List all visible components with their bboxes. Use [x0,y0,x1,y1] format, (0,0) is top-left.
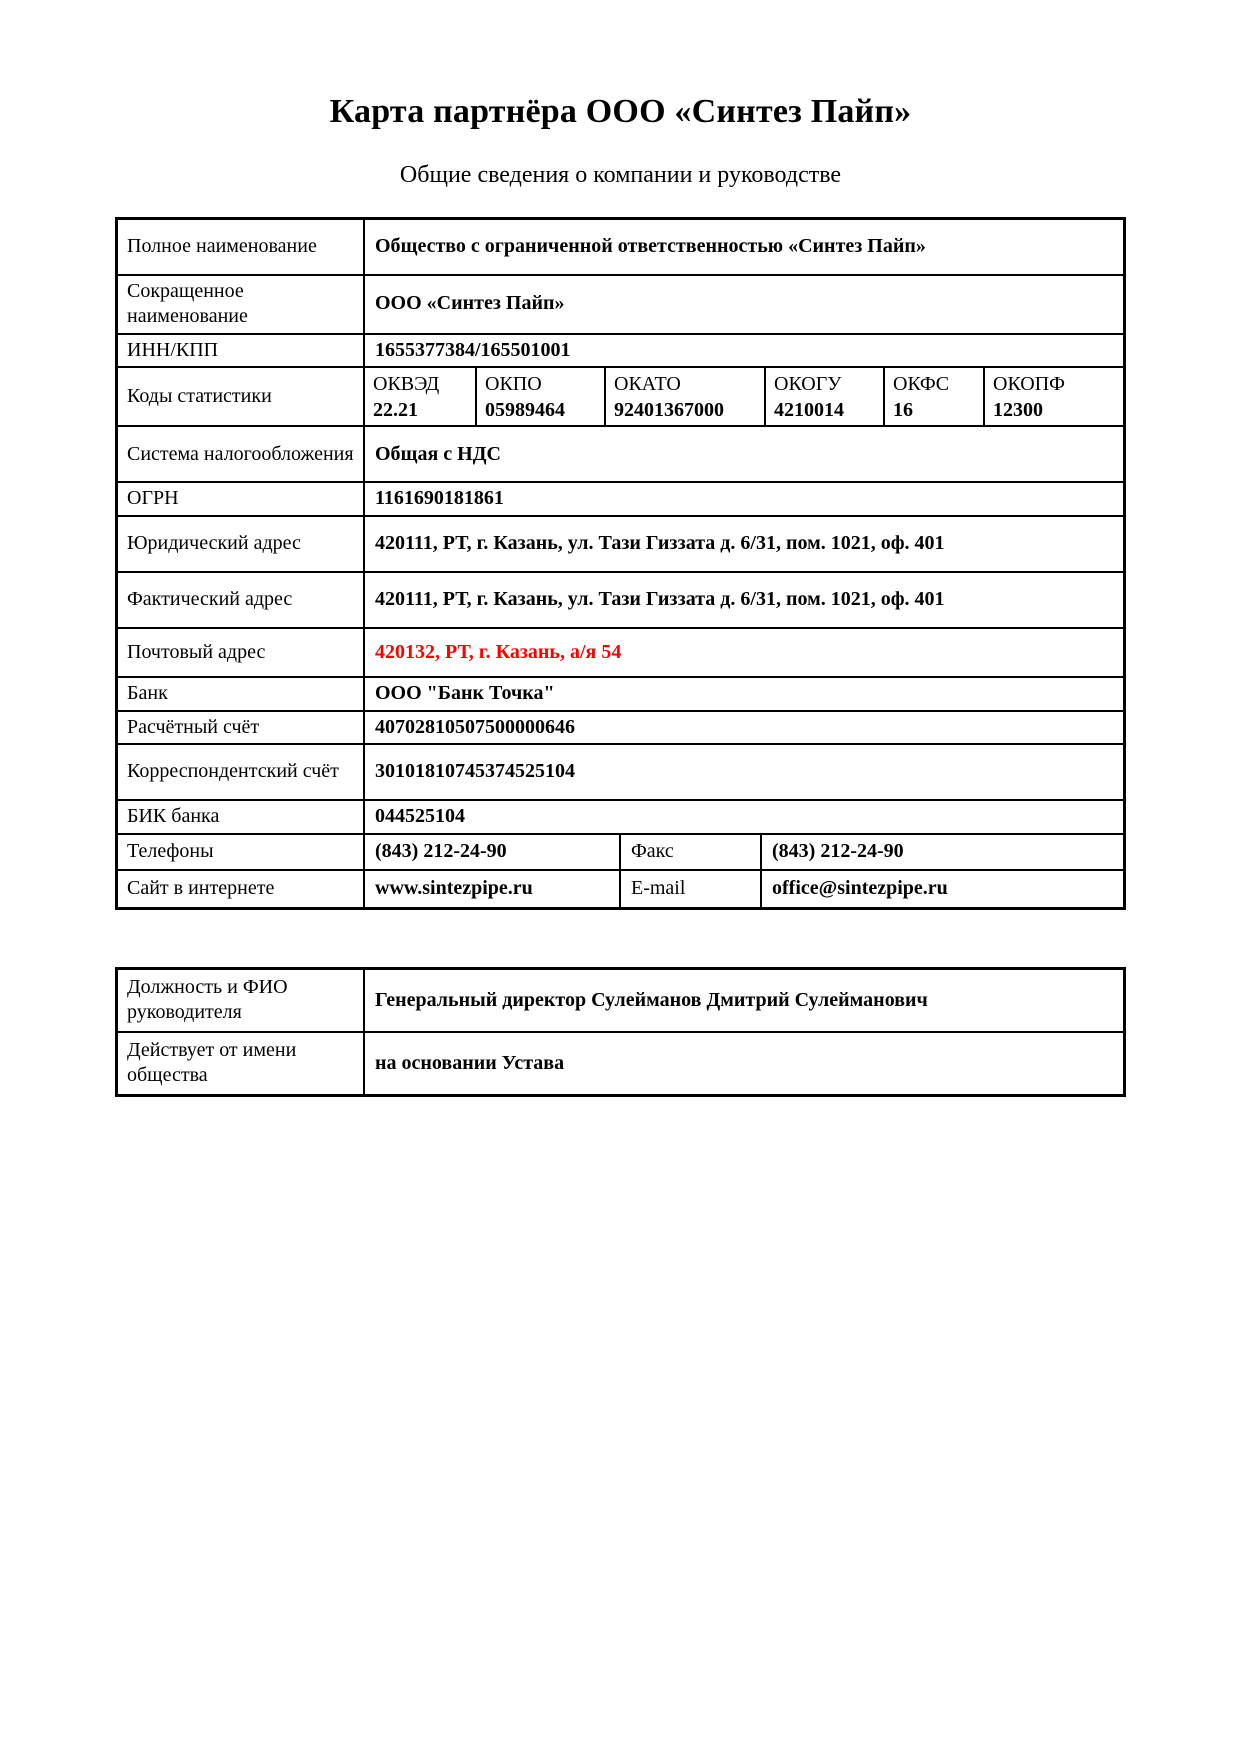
row-label-email: E-mail [621,871,762,907]
table-row-bik [118,799,1123,833]
page-title: Карта партнёра ООО «Синтез Пайп» [329,93,912,130]
stat-code-value: 05989464 [485,398,565,421]
company-info-table [115,217,1126,910]
table-row-tax-system [118,425,1123,481]
row-label-legal-address: Юридический адрес [118,517,365,571]
table-row-ogrn [118,481,1123,515]
row-value-website: www.sintezpipe.ru [365,871,621,907]
row-value-authority: на основании Устава [375,1051,565,1074]
row-label-short-name: Сокращенное наименование [118,276,365,333]
stat-code-name: ОКФС [893,372,950,395]
row-value-settlement-account: 40702810507500000646 [375,715,575,738]
stat-codes-cells [365,368,1123,425]
row-value-director: Генеральный директор Сулейманов Дмитрий Сулейманович [375,988,928,1011]
row-value-bank: ООО "Банк Точка" [375,682,555,705]
row-label-authority: Действует от имени общества [118,1033,365,1094]
stat-code-okved [365,368,475,425]
table-row-bank [118,676,1123,710]
row-label-inn-kpp: ИНН/КПП [118,335,365,367]
row-label-settlement-account: Расчётный счёт [118,712,365,744]
stat-code-value: 12300 [993,398,1043,421]
page-subtitle: Общие сведения о компании и руководстве [399,162,842,189]
stat-code-okogu [764,368,883,425]
row-value-short-name: ООО «Синтез Пайп» [375,292,565,315]
stat-code-okpo [475,368,604,425]
stat-code-name: ОКОПФ [993,372,1065,395]
row-label-actual-address: Фактический адрес [118,573,365,627]
row-label-director: Должность и ФИО руководителя [118,970,365,1031]
table-row-correspondent-account [118,743,1123,799]
row-value-tax-system: Общая с НДС [375,442,501,465]
stat-code-value: 22.21 [373,398,418,421]
row-value-email: office@sintezpipe.ru [772,877,948,900]
row-label-tax-system: Система налогообложения [118,427,365,481]
table-row-legal-address [118,515,1123,571]
table-row-settlement-account [118,710,1123,744]
row-value-correspondent-account: 30101810745374525104 [375,760,575,783]
stat-code-value: 16 [893,398,913,421]
row-value-actual-address: 420111, РТ, г. Казань, ул. Тази Гиззата д. 6/31, пом. 1021, оф. 401 [375,588,945,611]
table-row-website [118,869,1123,907]
row-value-postal-address: 420132, РТ, г. Казань, а/я 54 [375,640,622,663]
table-row-stat-codes [118,366,1123,425]
row-label-bank: Банк [118,678,365,710]
row-value-fax: (843) 212-24-90 [772,840,904,863]
table-row-authority [118,1031,1123,1094]
row-label-fax: Факс [621,835,762,869]
row-value-full-name: Общество с ограниченной ответственностью «Синтез Пайп» [375,234,926,257]
row-label-ogrn: ОГРН [118,483,365,515]
table-row-postal-address [118,627,1123,676]
stat-code-name: ОКАТО [614,372,681,395]
row-label-phones: Телефоны [118,835,365,869]
row-label-bik: БИК банка [118,801,365,833]
stat-code-okato [604,368,764,425]
table-row-short-name [118,274,1123,333]
stat-code-name: ОКПО [485,372,542,395]
stat-code-value: 4210014 [774,398,844,421]
row-value-ogrn: 1161690181861 [375,487,504,510]
row-label-stat-codes: Коды статистики [118,368,365,425]
row-label-full-name: Полное наименование [118,220,365,274]
management-table [115,967,1126,1097]
row-value-bik: 044525104 [375,805,465,828]
row-label-website: Сайт в интернете [118,871,365,907]
stat-code-name: ОКВЭД [373,372,440,395]
table-row-director [118,970,1123,1031]
table-row-inn-kpp [118,333,1123,367]
row-value-inn-kpp: 1655377384/165501001 [375,338,571,361]
table-row-phones [118,833,1123,869]
stat-code-okfs [883,368,983,425]
stat-code-name: ОКОГУ [774,372,842,395]
row-label-postal-address: Почтовый адрес [118,629,365,676]
stat-code-okopf [983,368,1123,425]
table-row-full-name [118,220,1123,274]
row-label-correspondent-account: Корреспондентский счёт [118,745,365,799]
stat-code-value: 92401367000 [614,398,724,421]
row-value-phone: (843) 212-24-90 [365,835,621,869]
table-row-actual-address [118,571,1123,627]
row-value-legal-address: 420111, РТ, г. Казань, ул. Тази Гиззата д. 6/31, пом. 1021, оф. 401 [375,532,945,555]
